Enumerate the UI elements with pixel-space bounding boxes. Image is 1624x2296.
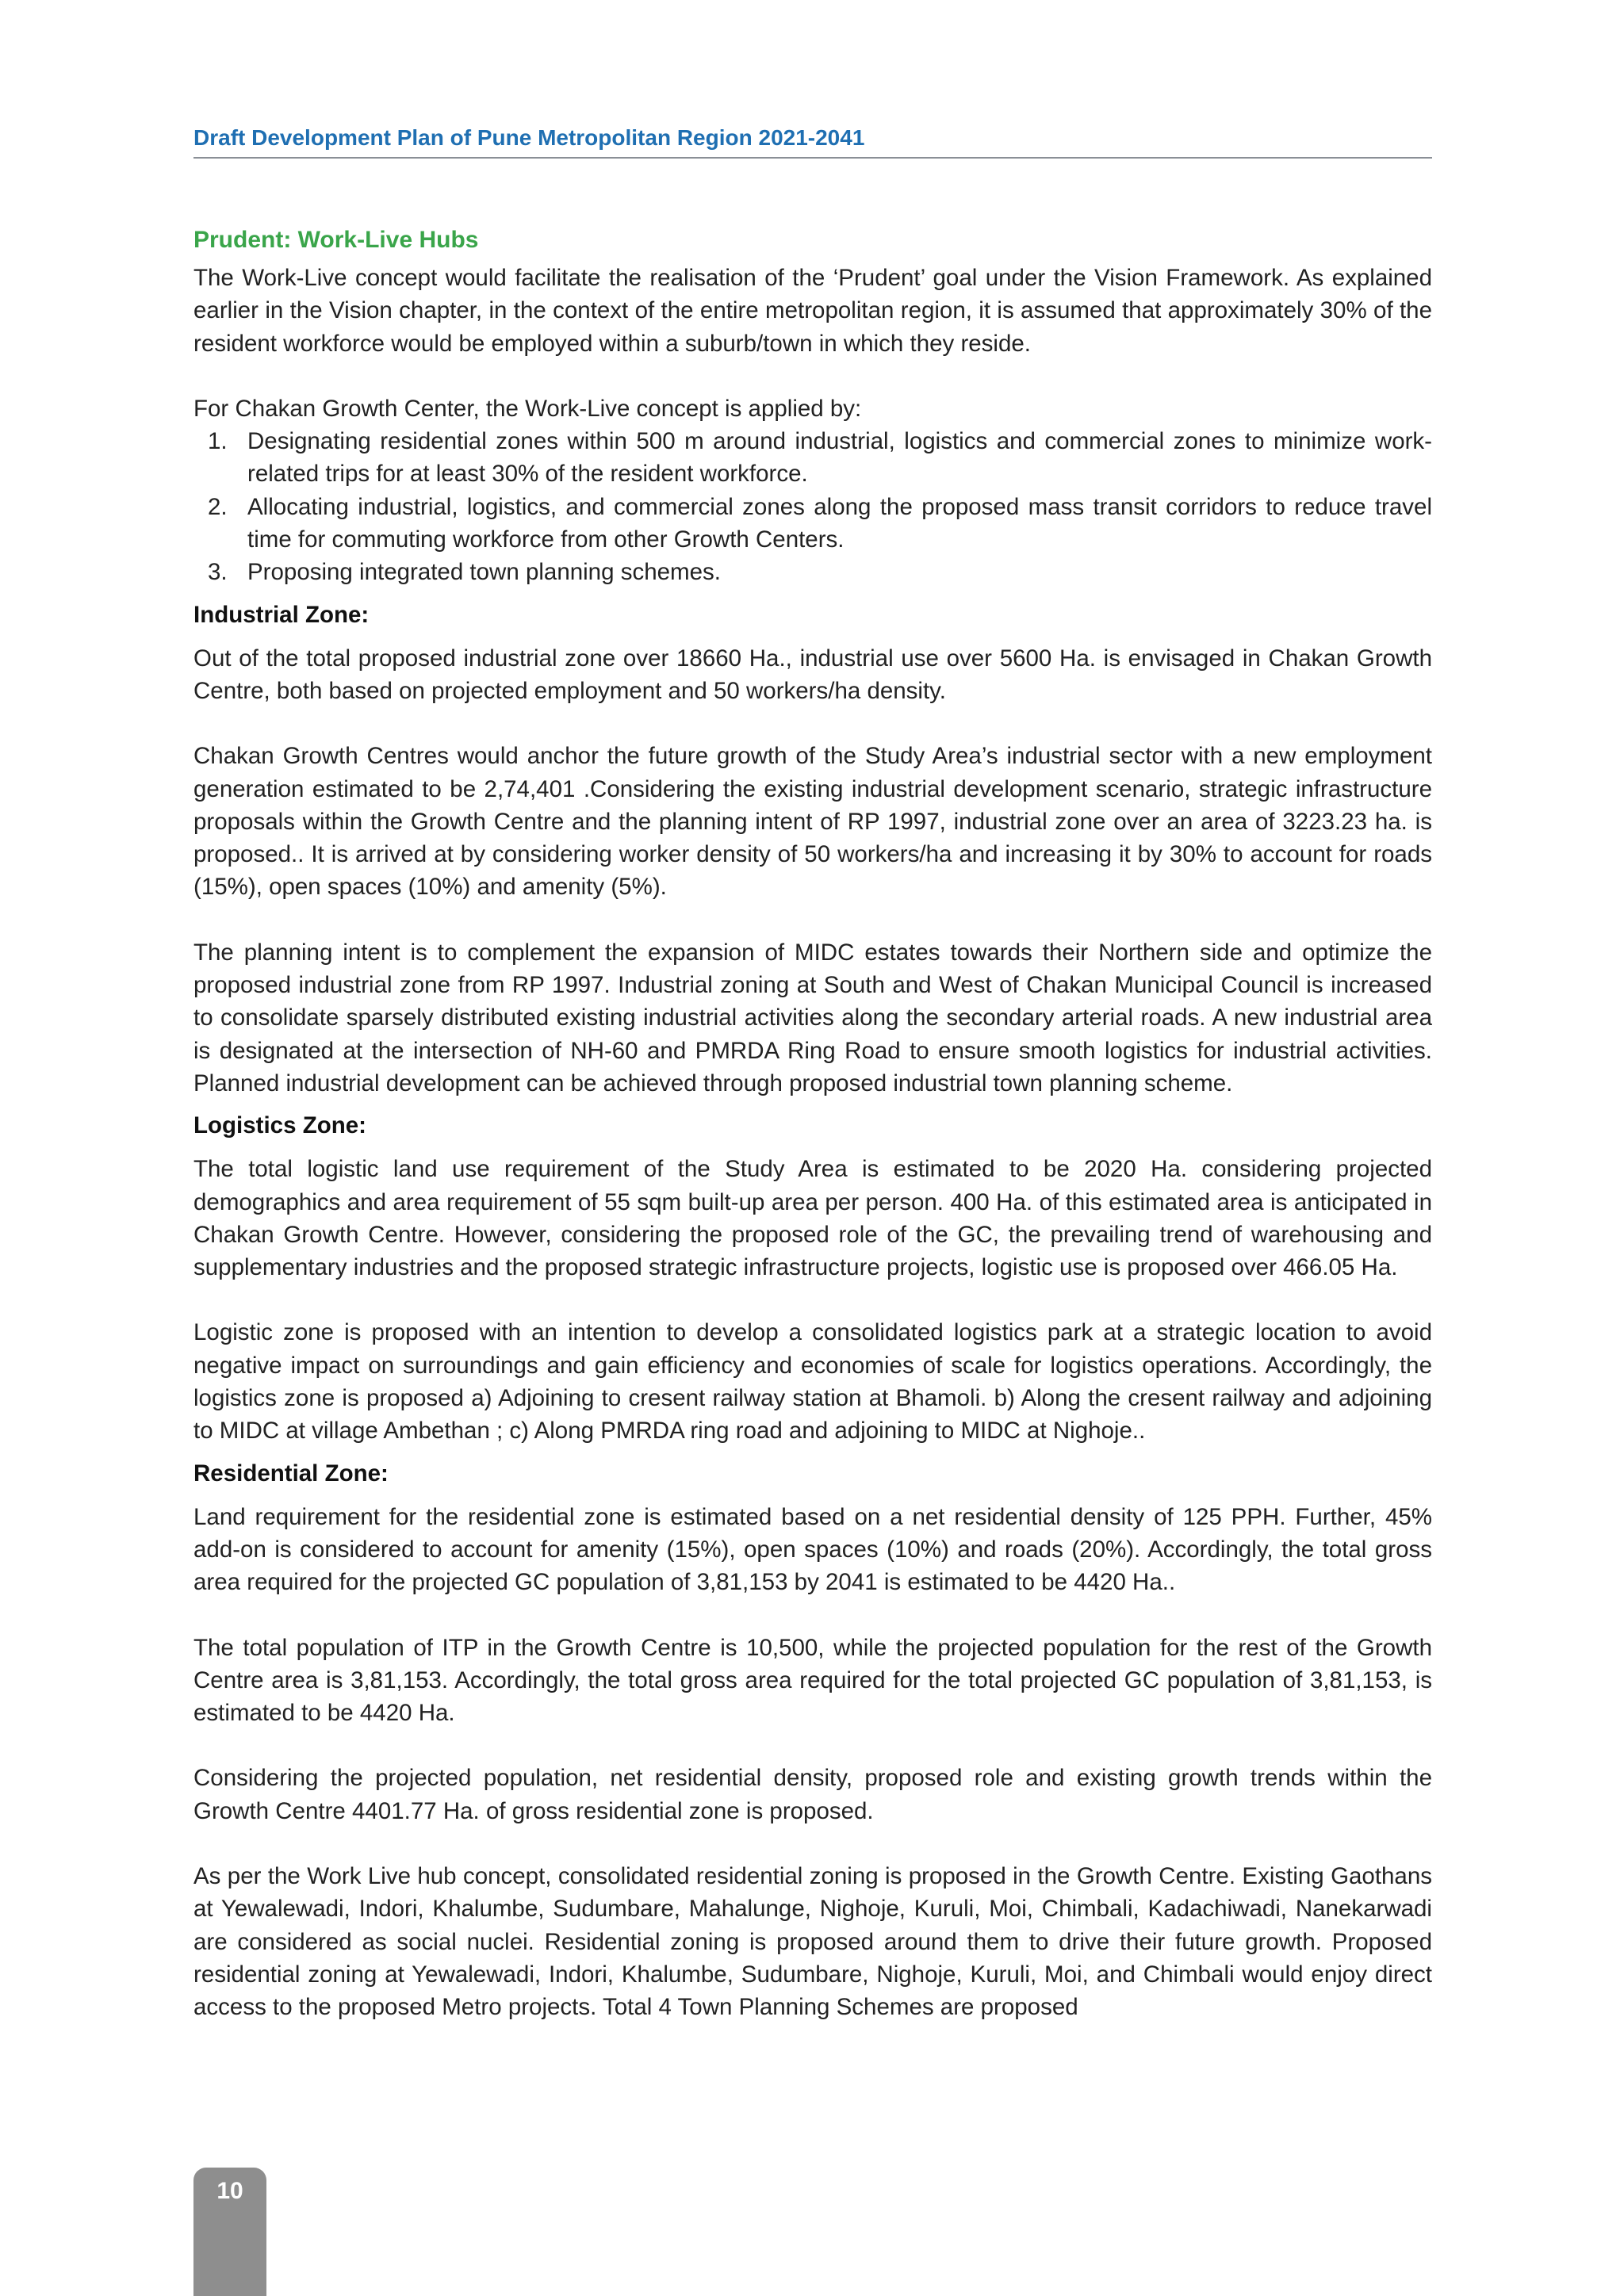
section-title: Prudent: Work-Live Hubs [193, 227, 479, 253]
list-item-number: 2. [208, 493, 228, 520]
residential-paragraph: The total population of ITP in the Growth Centre is 10,500, while the projected population for the rest of the Growth Centre area is 3,81,153. Accordingly, the total gross area required for the total projected GC population of 3,81,153, is estimated to be 4420 Ha. [193, 1634, 1432, 1727]
logistics-paragraph: The total logistic land use requirement of the Study Area is estimated to be 2020 Ha. considering projected demographics and area requirement of 55 sqm built-up area per person. 400 Ha. of this estimated area is anticipated in Chakan Growth Centre. However, considering the proposed role of the GC, the prevailing trend of warehousing and supplementary industries and the proposed strategic infrastructure projects, logistic use is proposed over 466.05 Ha. [193, 1156, 1432, 1281]
industrial-paragraph: Out of the total proposed industrial zone over 18660 Ha., industrial use over 5600 Ha. is envisaged in Chakan Growth Centre, both based on projected employment and 50 workers/ha density. [193, 645, 1432, 704]
work-live-steps-list [193, 425, 1432, 588]
list-item-text: Proposing integrated town planning schemes. [247, 559, 721, 586]
intro-paragraph: The Work-Live concept would facilitate the realisation of the ‘Prudent’ goal under the Vision Framework. As explained earlier in the Vision chapter, in the context of the entire metropolitan region, it is assumed that approximately 30% of the resident workforce would be employed within a suburb/town in which they reside. [193, 265, 1432, 357]
list-item [193, 556, 1432, 588]
page-number: 10 [216, 2178, 243, 2204]
list-item [193, 425, 1432, 491]
residential-zone-heading: Residential Zone: [193, 1460, 389, 1487]
residential-paragraph: As per the Work Live hub concept, consolidated residential zoning is proposed in the Growth Centre. Existing Gaothans at Yewalewadi, Indori, Khalumbe, Sudumbare, Mahalunge, Nighoje, Kuruli, Moi, Chimbali, Kadachiwadi, Nanekarwadi are considered as social nuclei. Residential zoning is proposed around them to drive their future growth. Proposed residential zoning at Yewalewadi, Indori, Khalumbe, Sudumbare, Nighoje, Kuruli, Moi, and Chimbali would enjoy direct access to the proposed Metro projects. Total 4 Town Planning Schemes are proposed [193, 1862, 1432, 2021]
list-item-text: Allocating industrial, logistics, and commercial zones along the proposed mass transit corridors to reduce travel time for commuting workforce from other Growth Centers. [247, 493, 1432, 553]
residential-paragraph: Land requirement for the residential zone is estimated based on a net residential density of 125 PPH. Further, 45% add-on is considered to account for amenity (15%), open spaces (10%) and roads (20%). Accordingly, the total gross area required for the projected GC population of 3,81,153 by 2041 is estimated to be 4420 Ha.. [193, 1503, 1432, 1596]
industrial-paragraph: The planning intent is to complement the expansion of MIDC estates towards their Northern side and optimize the proposed industrial zone from RP 1997. Industrial zoning at South and West of Chakan Municipal Council is increased to consolidate sparsely distributed existing industrial activities along the secondary arterial roads. A new industrial area is designated at the intersection of NH-60 and PMRDA Ring Road to ensure smooth logistics for industrial activities. Planned industrial development can be achieved through proposed industrial town planning scheme. [193, 939, 1432, 1096]
list-item-text: Designating residential zones within 500 m around industrial, logistics and commercial zones to minimize work-related trips for at least 30% of the resident workforce. [247, 428, 1432, 488]
logistics-paragraph: Logistic zone is proposed with an intention to develop a consolidated logistics park at a strategic location to avoid negative impact on surroundings and gain efficiency and economies of scale for logistics operations. Accordingly, the logistics zone is proposed a) Adjoining to cresent railway station at Bhamoli. b) Along the cresent railway and adjoining to MIDC at village Ambethan ; c) Along PMRDA ring road and adjoining to MIDC at Nighoje.. [193, 1319, 1432, 1445]
applied-intro: For Chakan Growth Center, the Work-Live concept is applied by: [193, 395, 862, 422]
list-item-number: 1. [208, 428, 228, 455]
industrial-paragraph: Chakan Growth Centres would anchor the future growth of the Study Area’s industrial sector with a new employment generation estimated to be 2,74,401 .Considering the existing industrial development scenario, strategic infrastructure proposals within the Growth Centre and the planning intent of RP 1997, industrial zone over an area of 3223.23 ha. is proposed.. It is arrived at by considering worker density of 50 workers/ha and increasing it by 30% to account for roads (15%), open spaces (10%) and amenity (5%). [193, 743, 1432, 901]
running-header [193, 124, 1432, 159]
list-item-number: 3. [208, 559, 228, 586]
logistics-zone-heading: Logistics Zone: [193, 1112, 366, 1139]
header-title: Draft Development Plan of Pune Metropolitan Region 2021-2041 [193, 125, 865, 150]
residential-paragraph: Considering the projected population, net residential density, proposed role and existing growth trends within the Growth Centre 4401.77 Ha. of gross residential zone is proposed. [193, 1765, 1432, 1824]
industrial-zone-heading: Industrial Zone: [193, 601, 370, 628]
main-content [193, 224, 1432, 2023]
list-item [193, 491, 1432, 557]
page-number-tab [193, 2168, 266, 2296]
